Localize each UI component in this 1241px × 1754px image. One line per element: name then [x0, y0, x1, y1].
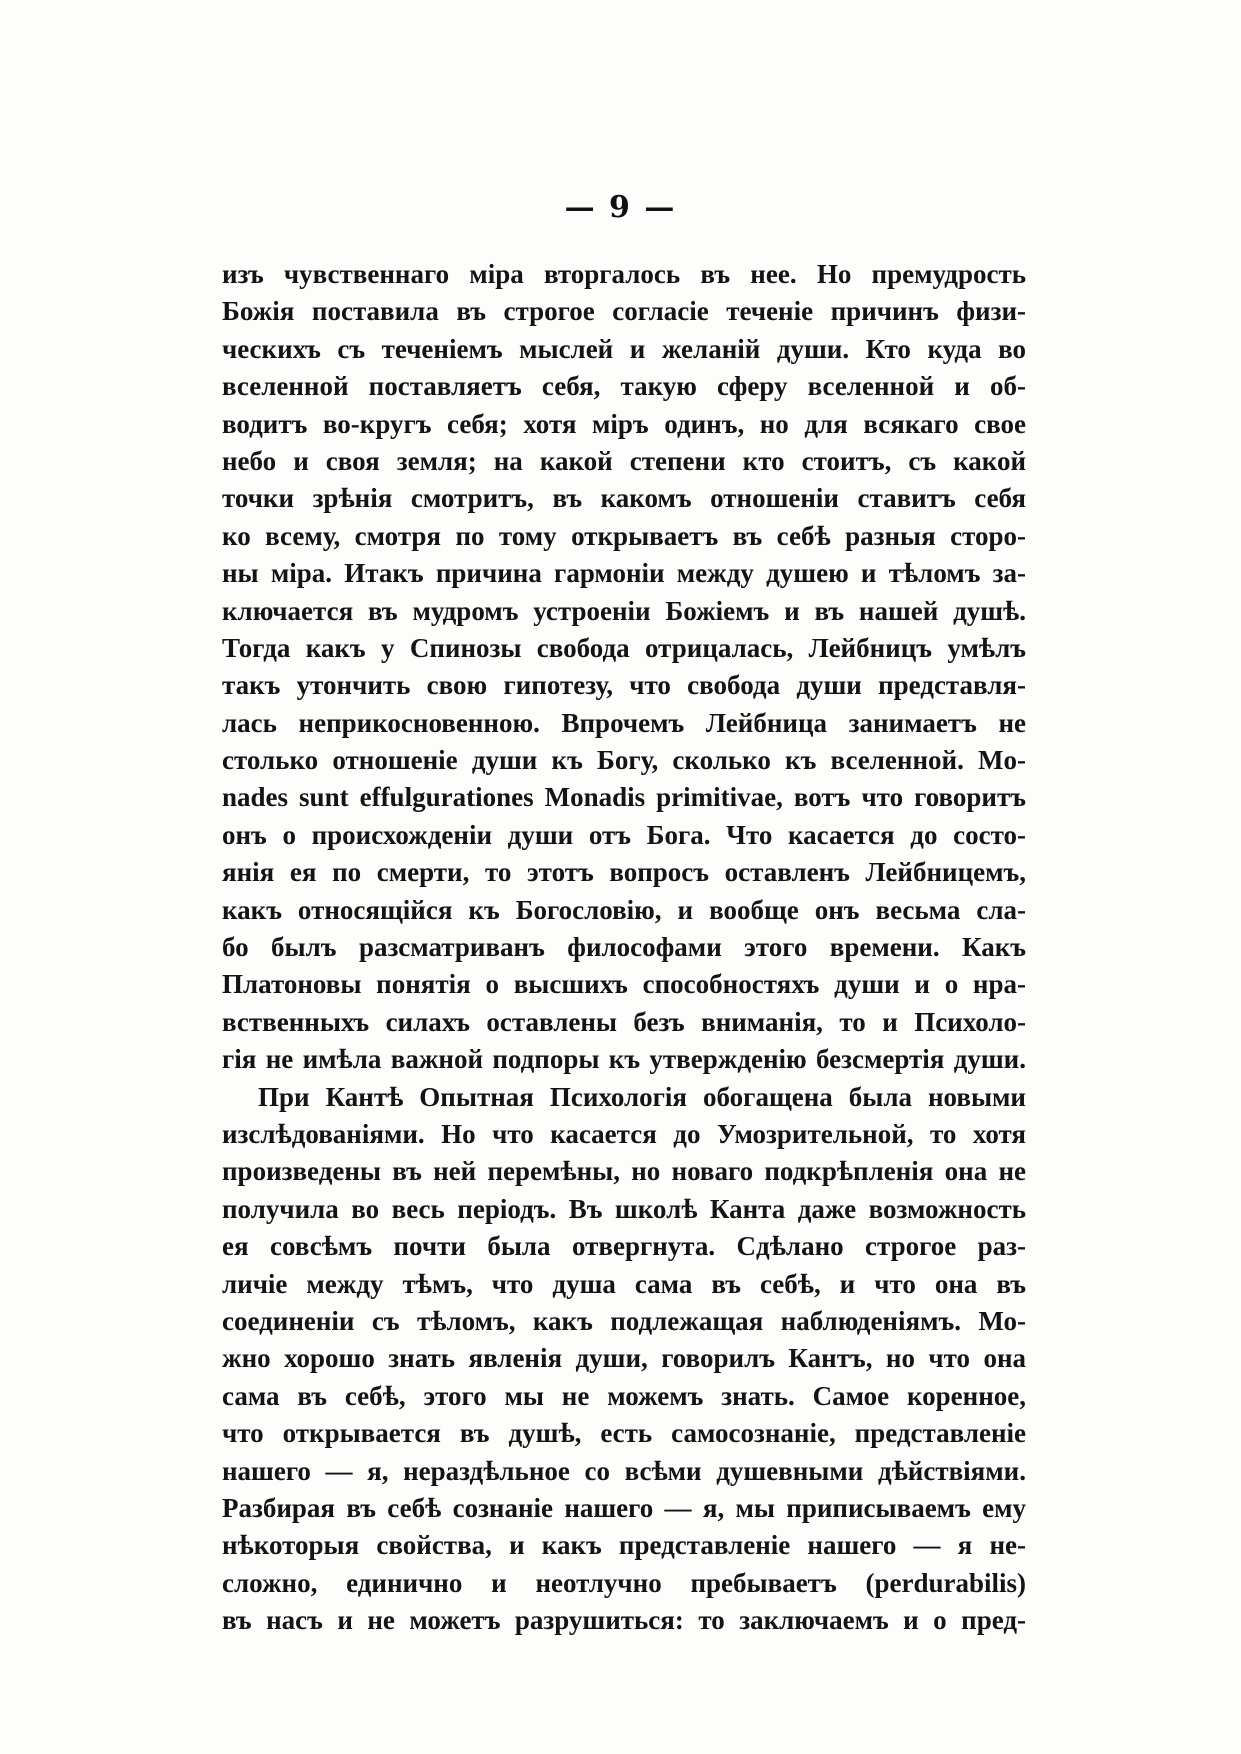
- body-text: [222, 256, 1026, 1639]
- text-line: Разбирая въ себѣ сознаніе нашего — я, мы приписываемъ ему: [222, 1492, 1026, 1523]
- text-line: Платоновы понятія о высшихъ способностяхъ души и о нра-: [222, 969, 1026, 1000]
- text-line: Божія поставила въ строгое согласіе теченіе причинъ физи-: [222, 296, 1026, 327]
- text-line: nades sunt effulgurationes Monadis primitivae, вотъ что говоритъ: [222, 782, 1026, 813]
- text-line: точки зрѣнія смотритъ, въ какомъ отношеніи ставитъ себя: [222, 483, 1026, 514]
- text-line: нѣкоторыя свойства, и какъ представленіе нашего — я не-: [222, 1530, 1026, 1561]
- text-line: въ насъ и не можетъ разрушиться: то заключаемъ и о пред-: [222, 1605, 1026, 1636]
- text-line: произведены въ ней перемѣны, но новаго подкрѣпленія она не: [222, 1156, 1026, 1187]
- text-line: нашего — я, нераздѣльное со всѣми душевными дѣйствіями.: [222, 1455, 1026, 1486]
- text-line: вственныхъ силахъ оставлены безъ вниманія, то и Психоло-: [222, 1006, 1026, 1037]
- text-line: вселенной поставляетъ себя, такую сферу вселенной и об-: [222, 371, 1026, 402]
- text-line: жно хорошо знать явленія души, говорилъ Кантъ, но что она: [222, 1343, 1026, 1374]
- text-line: небо и своя земля; на какой степени кто стоитъ, съ какой: [222, 445, 1026, 476]
- text-line: изъ чувственнаго міра вторгалось въ нее. Но премудрость: [222, 259, 1026, 289]
- text-line: столько отношеніе души къ Богу, сколько къ вселенной. Mo-: [222, 745, 1026, 776]
- text-line: гія не имѣла важной подпоры къ утвержденію безсмертія души.: [222, 1044, 1026, 1075]
- text-line: сложно, единично и неотлучно пребываетъ (perdurabilis): [222, 1567, 1026, 1598]
- text-line: какъ относящійся къ Богословію, и вообще онъ весьма сла-: [222, 894, 1026, 925]
- text-line: сама въ себѣ, этого мы не можемъ знать. Самое коренное,: [222, 1380, 1026, 1411]
- text-line: личіе между тѣмъ, что душа сама въ себѣ, и что она въ: [222, 1268, 1026, 1299]
- text-line: водитъ во-кругъ себя; хотя міръ одинъ, но для всякаго свое: [222, 408, 1026, 439]
- text-line: соединеніи съ тѣломъ, какъ подлежащая наблюденіямъ. Мо-: [222, 1305, 1026, 1336]
- page-number: — 9 —: [564, 190, 677, 225]
- text-line: ключается въ мудромъ устроеніи Божіемъ и въ нашей душѣ.: [222, 595, 1026, 626]
- text-line: ея совсѣмъ почти была отвергнута. Сдѣлано строгое раз-: [222, 1231, 1026, 1262]
- text-line: ческихъ съ теченіемъ мыслей и желаній души. Кто куда во: [222, 333, 1026, 364]
- text-line: При Кантѣ Опытная Психологія обогащена была новыми: [258, 1081, 1026, 1112]
- text-line: что открывается въ душѣ, есть самосознаніе, представленіе: [222, 1418, 1026, 1449]
- text-line: ны міра. Итакъ причина гармоніи между душею и тѣломъ за-: [222, 558, 1026, 589]
- text-line: бо былъ разсматриванъ философами этого времени. Какъ: [222, 932, 1026, 963]
- text-line: изслѣдованіями. Но что касается до Умозрительной, то хотя: [222, 1118, 1026, 1149]
- paragraph-2: [222, 1079, 1026, 1640]
- text-line: Тогда какъ у Спинозы свобода отрицалась, Лейбницъ умѣлъ: [222, 632, 1026, 663]
- text-line: ко всему, смотря по тому открываетъ въ себѣ разныя сторо-: [222, 520, 1026, 551]
- text-line: такъ утончить свою гипотезу, что свобода души представля-: [222, 670, 1026, 701]
- text-line: янія ея по смерти, то этотъ вопросъ оставленъ Лейбницемъ,: [222, 857, 1026, 888]
- text-line: получила во весь періодъ. Въ школѣ Канта даже возможность: [222, 1193, 1026, 1224]
- text-line: лась неприкосновенною. Впрочемъ Лейбница занимаетъ не: [222, 707, 1026, 738]
- text-line: онъ о происхожденіи души отъ Бога. Что касается до состо-: [222, 819, 1026, 850]
- paragraph-1: [222, 256, 1026, 1079]
